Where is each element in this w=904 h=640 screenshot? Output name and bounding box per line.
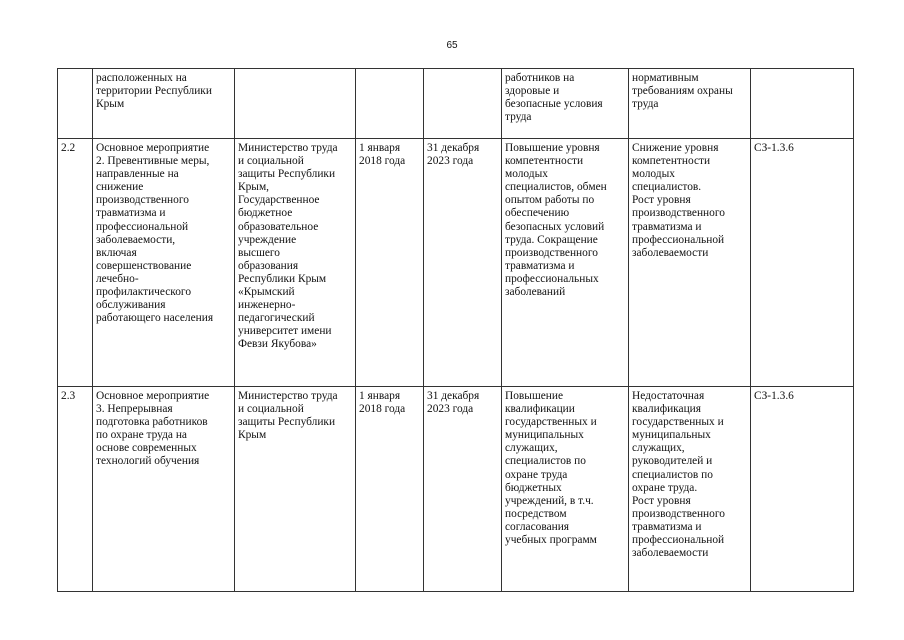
- page-number: 65: [446, 40, 458, 51]
- program-measures-table: [57, 68, 854, 592]
- cell-expected-result: работников на здоровые и безопасные условия труда: [502, 69, 629, 139]
- cell-number: [58, 69, 93, 139]
- cell-end-date: [424, 69, 502, 139]
- cell-consequences: Недостаточная квалификация государственных и муниципальных служащих, руководителей и специалистов по охране труда. Рост уровня производственного травматизма и профессиональной заболеваемости: [629, 387, 751, 592]
- cell-number: 2.3: [58, 387, 93, 592]
- cell-link: [751, 69, 854, 139]
- cell-consequences: нормативным требованиям охраны труда: [629, 69, 751, 139]
- cell-start-date: 1 января 2018 года: [356, 387, 424, 592]
- cell-start-date: [356, 69, 424, 139]
- cell-measure-name: расположенных на территории Республики Крым: [93, 69, 235, 139]
- table-row: [58, 139, 854, 387]
- table-row: [58, 69, 854, 139]
- cell-number: 2.2: [58, 139, 93, 387]
- cell-consequences: Снижение уровня компетентности молодых специалистов. Рост уровня производственного травматизма и профессиональной заболеваемости: [629, 139, 751, 387]
- cell-end-date: 31 декабря 2023 года: [424, 139, 502, 387]
- cell-start-date: 1 января 2018 года: [356, 139, 424, 387]
- table-row: [58, 387, 854, 592]
- cell-executor: Министерство труда и социальной защиты Республики Крым, Государственное бюджетное образовательное учреждение высшего образования Республики Крым «Крымский инженерно- педагогический университет имени Февзи Якубова»: [235, 139, 356, 387]
- cell-measure-name: Основное мероприятие 3. Непрерывная подготовка работников по охране труда на основе современных технологий обучения: [93, 387, 235, 592]
- cell-executor: [235, 69, 356, 139]
- cell-link: СЗ-1.3.6: [751, 139, 854, 387]
- cell-expected-result: Повышение квалификации государственных и муниципальных служащих, специалистов по охране труда бюджетных учреждений, в т.ч. посредством согласования учебных программ: [502, 387, 629, 592]
- cell-end-date: 31 декабря 2023 года: [424, 387, 502, 592]
- cell-measure-name: Основное мероприятие 2. Превентивные меры, направленные на снижение производственного травматизма и профессиональной заболеваемости, включая совершенствование лечебно- профилактического обслуживания работающего населения: [93, 139, 235, 387]
- cell-executor: Министерство труда и социальной защиты Республики Крым: [235, 387, 356, 592]
- cell-link: СЗ-1.3.6: [751, 387, 854, 592]
- cell-expected-result: Повышение уровня компетентности молодых специалистов, обмен опытом работы по обеспечению безопасных условий труда. Сокращение производственного травматизма и профессиональных заболеваний: [502, 139, 629, 387]
